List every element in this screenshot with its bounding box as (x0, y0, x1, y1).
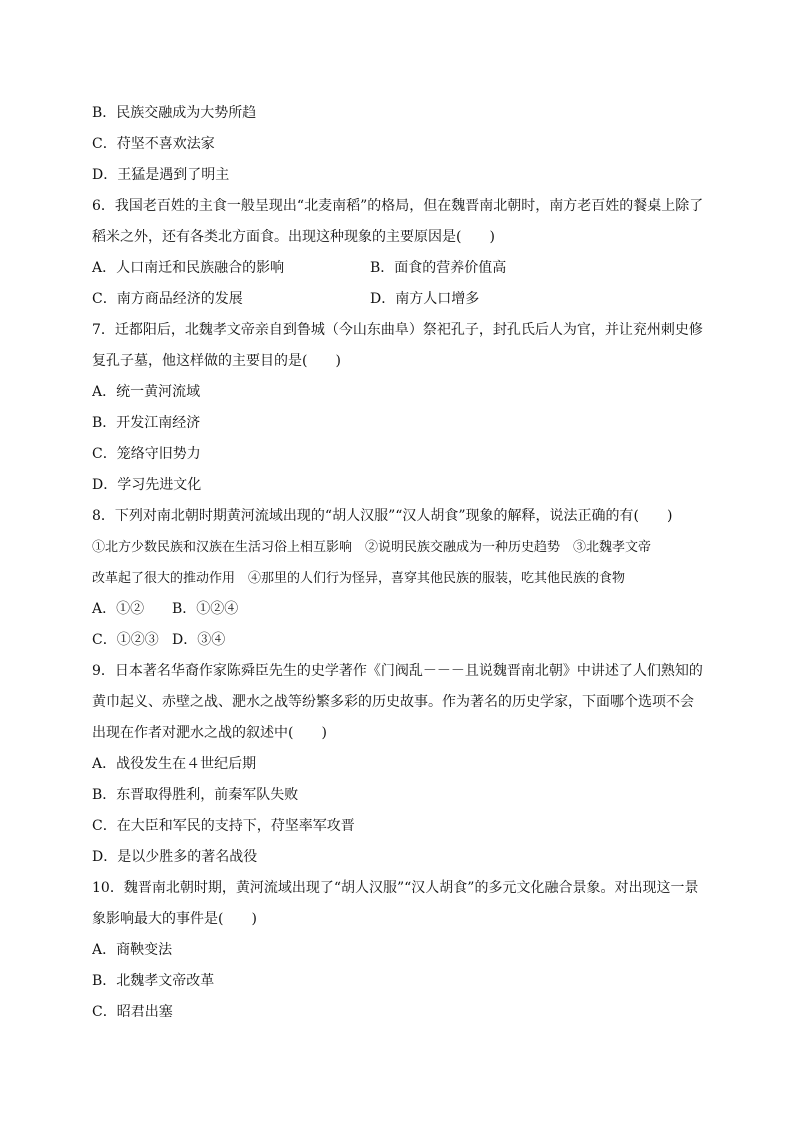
q9-stem: 9．日本著名华裔作家陈舜臣先生的史学著作《门阀乱－－－且说魏晋南北朝》中讲述了人们熟知的黄巾起义、赤壁之战、淝水之战等纷繁多彩的历史故事。作为著名的历史学家，下面哪个选项不会出现在作者对淝水之战的叙述中( ) (92, 663, 703, 741)
q8-options-row-1 (92, 594, 704, 625)
q5-option-b: B．民族交融成为大势所趋 (92, 105, 257, 121)
q10-option-a: A．商鞅变法 (92, 942, 173, 958)
q8-option-c: C．①②③ (92, 632, 159, 648)
q6-options-row-1 (92, 253, 704, 284)
q6-option-a: A．人口南迁和民族融合的影响 (92, 260, 285, 276)
q10-option-b: B．北魏孝文帝改革 (92, 973, 215, 989)
q6-options-row-2 (92, 284, 704, 315)
q7-option-d: D．学习先进文化 (92, 477, 202, 493)
q6-option-c: C．南方商品经济的发展 (92, 291, 243, 307)
q7-stem: 7．迁都阳后，北魏孝文帝亲自到鲁城（今山东曲阜）祭祀孔子，封孔氏后人为官，并让兖州刺史修复孔子墓，他这样做的主要目的是( ) (92, 322, 703, 369)
q10-stem: 10．魏晋南北朝时期，黄河流域出现了“胡人汉服”“汉人胡食”的多元文化融合景象。对出现这一景象影响最大的事件是( ) (92, 880, 699, 927)
q9-option-d: D．是以少胜多的著名战役 (92, 849, 258, 865)
q5-option-d: D．王猛是遇到了明主 (92, 167, 230, 183)
q7-option-c: C．笼络守旧势力 (92, 446, 201, 462)
q9-option-b: B．东晋取得胜利，前秦军队失败 (92, 787, 299, 803)
q9-option-c: C．在大臣和军民的支持下，苻坚率军攻晋 (92, 818, 355, 834)
q7-option-b: B．开发江南经济 (92, 415, 201, 431)
q6-option-d: D．南方人口增多 (370, 291, 480, 307)
q7-option-a: A．统一黄河流域 (92, 384, 201, 400)
q8-option-a: A．①② (92, 601, 145, 617)
q8-items-line-2: 改革起了很大的推动作用 ④那里的人们行为怪异，喜穿其他民族的服装，吃其他民族的食物 (92, 571, 626, 586)
q8-items-line-1: ①北方少数民族和汉族在生活习俗上相互影响 ②说明民族交融成为一种历史趋势 ③北魏孝文帝 (92, 540, 652, 555)
exam-page (92, 98, 704, 1028)
q8-options-row-2 (92, 625, 704, 656)
q5-option-c: C．苻坚不喜欢法家 (92, 136, 215, 152)
q8-option-d: D．③④ (172, 632, 226, 648)
q9-option-a: A．战役发生在４世纪后期 (92, 756, 257, 772)
q6-option-b: B．面食的营养价值高 (370, 260, 507, 276)
q8-option-b: B．①②④ (172, 601, 239, 617)
q8-stem: 8．下列对南北朝时期黄河流域出现的“胡人汉服”“汉人胡食”现象的解释，说法正确的有( ) (92, 508, 673, 524)
q10-option-c: C．昭君出塞 (92, 1004, 173, 1020)
q6-stem: 6．我国老百姓的主食一般呈现出“北麦南稻”的格局，但在魏晋南北朝时，南方老百姓的餐桌上除了稻米之外，还有各类北方面食。出现这种现象的主要原因是( ) (92, 198, 704, 245)
